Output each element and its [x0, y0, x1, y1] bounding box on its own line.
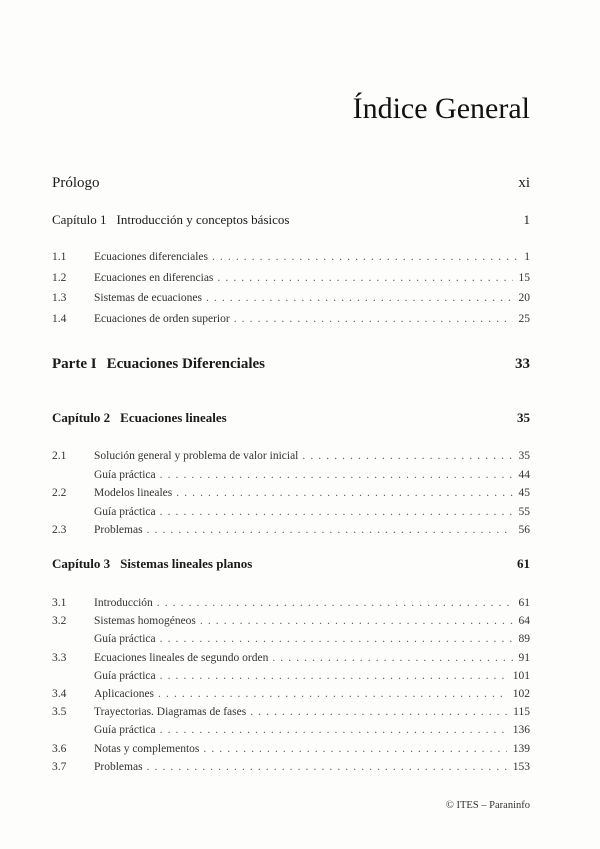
- dot-leader: [250, 706, 507, 718]
- section-page: 45: [518, 487, 530, 499]
- section-page: 153: [512, 760, 530, 773]
- toc-section[interactable]: [52, 597, 530, 609]
- section-number: 1.4: [52, 312, 67, 325]
- chapter-number: Capítulo 3: [52, 556, 111, 571]
- section-label: Guía práctica: [94, 468, 156, 481]
- section-label: Introducción: [94, 597, 153, 609]
- dot-leader: [200, 615, 513, 627]
- dot-leader: [160, 469, 513, 481]
- section-number: 3.6: [52, 742, 67, 755]
- toc-section[interactable]: [52, 670, 530, 682]
- section-page: 15: [518, 271, 530, 284]
- part-title: Ecuaciones Diferenciales: [106, 356, 266, 372]
- chapter-page: 1: [523, 212, 530, 227]
- section-number: 3.5: [52, 706, 67, 719]
- section-label: Sistemas de ecuaciones: [94, 292, 202, 304]
- section-page: 115: [513, 706, 530, 719]
- section-label: Aplicaciones: [94, 688, 155, 700]
- section-label: Sistemas homogéneos: [94, 615, 196, 628]
- toc-section[interactable]: [52, 652, 530, 664]
- toc-section[interactable]: [52, 450, 530, 462]
- toc-chapter-3[interactable]: [52, 556, 530, 572]
- chapter-title: Ecuaciones lineales: [120, 410, 227, 425]
- entry-page: xi: [518, 175, 530, 191]
- footer-copyright: © ITES – Paraninfo: [445, 800, 530, 811]
- section-page: 91: [518, 651, 530, 664]
- section-label: Ecuaciones en diferencias: [94, 271, 214, 284]
- entry-label: Prólogo: [52, 175, 100, 191]
- dot-leader: [206, 292, 513, 304]
- dot-leader: [203, 743, 506, 755]
- section-page: 61: [518, 597, 530, 609]
- toc-entry-prologo[interactable]: [52, 175, 530, 192]
- section-page: 136: [512, 724, 530, 737]
- toc-part-1[interactable]: [52, 356, 530, 373]
- toc-section[interactable]: [52, 272, 530, 284]
- section-page: 89: [518, 633, 530, 646]
- dot-leader: [160, 506, 513, 518]
- dot-leader: [160, 670, 507, 682]
- dot-leader: [147, 524, 513, 536]
- toc-section[interactable]: [52, 724, 530, 736]
- section-number: 1.1: [52, 251, 67, 263]
- chapter-number: Capítulo 2: [52, 410, 111, 425]
- section-label: Solución general y problema de valor inicial: [94, 450, 299, 462]
- section-label: Modelos lineales: [94, 487, 173, 499]
- section-page: 55: [518, 505, 530, 518]
- section-number: 2.2: [52, 487, 67, 499]
- toc-section[interactable]: [52, 292, 530, 304]
- section-page: 44: [518, 468, 530, 481]
- section-page: 20: [518, 292, 530, 304]
- section-number: 1.2: [52, 271, 67, 284]
- part-page: 33: [515, 356, 530, 372]
- section-label: Ecuaciones lineales de segundo orden: [94, 651, 269, 664]
- part-number: Parte I: [52, 356, 97, 372]
- section-number: 3.4: [52, 688, 67, 700]
- toc-section[interactable]: [52, 487, 530, 499]
- toc-section[interactable]: [52, 313, 530, 325]
- dot-leader: [160, 724, 507, 736]
- section-label: Guía práctica: [94, 633, 156, 646]
- toc-section[interactable]: [52, 706, 530, 718]
- toc-section[interactable]: [52, 633, 530, 645]
- toc-section[interactable]: [52, 743, 530, 755]
- dot-leader: [212, 251, 518, 263]
- page-title: Índice General: [352, 92, 530, 125]
- section-label: Notas y complementos: [94, 742, 200, 755]
- toc-section[interactable]: [52, 506, 530, 518]
- section-number: 2.3: [52, 524, 67, 536]
- dot-leader: [160, 633, 513, 645]
- dot-leader: [272, 652, 512, 664]
- dot-leader: [157, 597, 513, 609]
- chapter-title: Sistemas lineales planos: [120, 556, 253, 571]
- section-label: Guía práctica: [94, 505, 156, 518]
- toc-chapter-1[interactable]: [52, 212, 530, 228]
- section-label: Guía práctica: [94, 669, 156, 682]
- toc-section[interactable]: [52, 469, 530, 481]
- section-page: 139: [512, 742, 530, 755]
- chapter-page: 35: [517, 410, 530, 425]
- dot-leader: [234, 313, 513, 325]
- toc-section[interactable]: [52, 761, 530, 773]
- toc-section[interactable]: [52, 524, 530, 536]
- section-number: 3.1: [52, 597, 67, 609]
- toc-chapter-2[interactable]: [52, 410, 530, 426]
- section-page: 56: [518, 524, 530, 536]
- section-number: 2.1: [52, 450, 67, 462]
- chapter-page: 61: [517, 556, 530, 571]
- toc-section[interactable]: [52, 251, 530, 263]
- section-number: 3.3: [52, 651, 67, 664]
- section-page: 101: [512, 669, 530, 682]
- toc-section[interactable]: [52, 615, 530, 627]
- section-page: 1: [524, 251, 530, 263]
- dot-leader: [217, 272, 512, 284]
- dot-leader: [302, 450, 512, 462]
- section-number: 1.3: [52, 292, 67, 304]
- dot-leader: [147, 761, 507, 773]
- section-number: 3.2: [52, 615, 67, 628]
- section-number: 3.7: [52, 760, 67, 773]
- chapter-title: Introducción y conceptos básicos: [116, 212, 290, 227]
- section-label: Problemas: [94, 760, 143, 773]
- section-page: 64: [518, 615, 530, 628]
- section-page: 35: [518, 450, 530, 462]
- section-label: Trayectorias. Diagramas de fases: [94, 706, 247, 719]
- section-label: Problemas: [94, 524, 143, 536]
- section-label: Ecuaciones diferenciales: [94, 251, 208, 263]
- toc-section[interactable]: [52, 688, 530, 700]
- chapter-number: Capítulo 1: [52, 212, 107, 227]
- section-label: Guía práctica: [94, 724, 156, 737]
- dot-leader: [176, 487, 512, 499]
- dot-leader: [158, 688, 507, 700]
- section-page: 102: [512, 688, 530, 700]
- section-label: Ecuaciones de orden superior: [94, 312, 230, 325]
- section-page: 25: [518, 312, 530, 325]
